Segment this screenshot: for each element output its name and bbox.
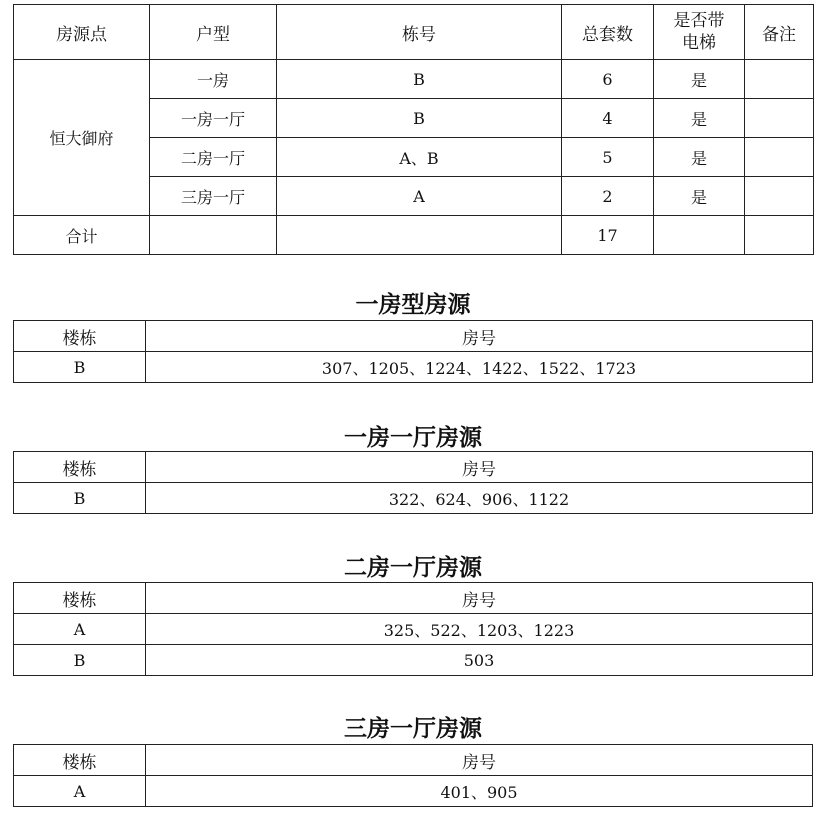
- col-rooms-header: 房号: [146, 745, 813, 776]
- header-building: 栋号: [277, 5, 562, 60]
- elevator-cell: 是: [654, 138, 745, 177]
- building-cell: B: [14, 483, 146, 514]
- section-title: 二房一厅房源: [344, 554, 482, 581]
- empty-cell: [654, 216, 745, 255]
- section-title: 一房一厅房源: [344, 424, 482, 451]
- rooms-table: [13, 320, 813, 383]
- elevator-cell: 是: [654, 99, 745, 138]
- table-row: [14, 60, 814, 99]
- count-cell: 2: [562, 177, 654, 216]
- elevator-cell: 是: [654, 60, 745, 99]
- summary-table: [13, 4, 814, 255]
- empty-cell: [277, 216, 562, 255]
- estate-name: 恒大御府: [14, 60, 150, 216]
- col-building-header: 楼栋: [14, 321, 146, 352]
- note-cell: [745, 60, 814, 99]
- total-label: 合计: [14, 216, 150, 255]
- rooms-cell: 401、905: [146, 776, 813, 807]
- rooms-table: [13, 451, 813, 514]
- building-cell: A: [14, 614, 146, 645]
- summary-header-row: [14, 5, 814, 60]
- rooms-header-row: [14, 321, 813, 352]
- header-note: 备注: [745, 5, 814, 60]
- note-cell: [745, 99, 814, 138]
- section-title: 一房型房源: [355, 291, 471, 318]
- building-cell: B: [14, 352, 146, 383]
- building-cell: B: [14, 645, 146, 676]
- rooms-cell: 307、1205、1224、1422、1522、1723: [146, 352, 813, 383]
- empty-cell: [745, 216, 814, 255]
- total-row: [14, 216, 814, 255]
- building-cell: B: [277, 60, 562, 99]
- rooms-header-row: [14, 583, 813, 614]
- table-row: [14, 483, 813, 514]
- building-cell: A: [277, 177, 562, 216]
- unit-type-cell: 三房一厅: [150, 177, 277, 216]
- header-elevator: [654, 5, 745, 60]
- total-count: 17: [562, 216, 654, 255]
- rooms-header-row: [14, 745, 813, 776]
- building-cell: A: [14, 776, 146, 807]
- count-cell: 6: [562, 60, 654, 99]
- col-rooms-header: 房号: [146, 583, 813, 614]
- rooms-header-row: [14, 452, 813, 483]
- col-building-header: 楼栋: [14, 745, 146, 776]
- table-row: [14, 645, 813, 676]
- count-cell: 5: [562, 138, 654, 177]
- table-row: [14, 776, 813, 807]
- note-cell: [745, 138, 814, 177]
- unit-type-cell: 一房: [150, 60, 277, 99]
- rooms-cell: 325、522、1203、1223: [146, 614, 813, 645]
- elevator-cell: 是: [654, 177, 745, 216]
- rooms-table: [13, 582, 813, 676]
- header-total-count: 总套数: [562, 5, 654, 60]
- note-cell: [745, 177, 814, 216]
- col-rooms-header: 房号: [146, 452, 813, 483]
- unit-type-cell: 二房一厅: [150, 138, 277, 177]
- building-cell: B: [277, 99, 562, 138]
- section-title: 三房一厅房源: [344, 715, 482, 742]
- col-rooms-header: 房号: [146, 321, 813, 352]
- rooms-cell: 503: [146, 645, 813, 676]
- table-row: [14, 614, 813, 645]
- header-elevator-line2: 电梯: [682, 33, 716, 53]
- header-estate: 房源点: [14, 5, 150, 60]
- header-elevator-line1: 是否带: [673, 11, 725, 31]
- col-building-header: 楼栋: [14, 583, 146, 614]
- rooms-table: [13, 744, 813, 807]
- unit-type-cell: 一房一厅: [150, 99, 277, 138]
- table-row: [14, 352, 813, 383]
- rooms-cell: 322、624、906、1122: [146, 483, 813, 514]
- header-unit-type: 户型: [150, 5, 277, 60]
- building-cell: A、B: [277, 138, 562, 177]
- empty-cell: [150, 216, 277, 255]
- col-building-header: 楼栋: [14, 452, 146, 483]
- count-cell: 4: [562, 99, 654, 138]
